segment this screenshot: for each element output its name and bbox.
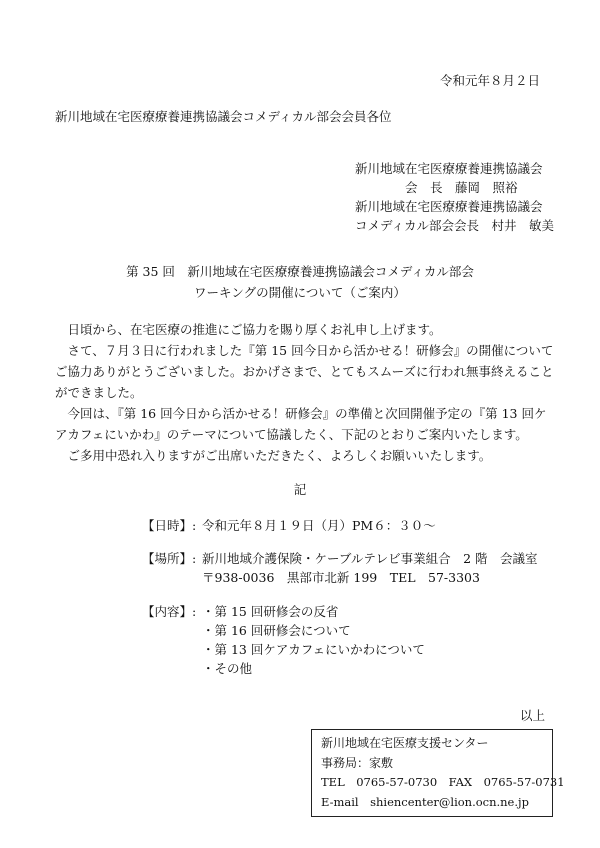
body-paragraph-purpose: 今回は、『第 16 回今日から活かせる！研修会』の準備と次回開催予定の『第 13 回ケアカフェにいかわ』のテーマについて協議したく、下記のとおりご案内いたします。 — [55, 406, 547, 442]
content-item: ・第 13 回ケアカフェにいかわについて — [202, 642, 425, 657]
sender-org-line: 新川地域在宅医療療養連携協議会 — [355, 161, 543, 176]
place-line-1: 新川地域介護保険・ケーブルテレビ事業組合 2 階 会議室 — [202, 551, 538, 566]
contact-office: 事務局：家敷 — [321, 756, 394, 770]
body-paragraph-greeting: 日頃から、在宅医療の推進にご協力を賜り厚くお礼申し上げます。 — [67, 322, 442, 337]
sender-org-line-2: 新川地域在宅医療療養連携協議会 — [355, 199, 543, 214]
contact-box — [311, 729, 565, 817]
contact-phone-fax: TEL 0765-57-0730 FAX 0765-57-0731 — [321, 775, 565, 789]
content-item: ・その他 — [202, 661, 253, 676]
contact-org: 新川地域在宅医療支援センター — [321, 736, 489, 750]
content-label: 【内容】: — [142, 604, 197, 619]
ki-heading: 記 — [293, 482, 307, 497]
datetime-value: 令和元年８月１９日（月）PM６：３０～ — [202, 518, 436, 533]
document-title-line-1: 第 35 回 新川地域在宅医療療養連携協議会コメディカル部会 — [126, 264, 474, 279]
closing-ijo: 以上 — [519, 708, 545, 723]
content-item: ・第 15 回研修会の反省 — [202, 604, 339, 619]
datetime-label: 【日時】: — [142, 518, 197, 533]
content-item: ・第 16 回研修会について — [202, 623, 351, 638]
place-label: 【場所】: — [142, 551, 197, 566]
contact-email: E-mail shiencenter@lion.ocn.ne.jp — [321, 795, 529, 809]
document-title-line-2: ワーキングの開催について（ご案内） — [194, 285, 406, 300]
body-paragraph-thanks: さて、７月３日に行われました『第 15 回今日から活かせる！研修会』の開催についてご協力ありがとうございました。おかげさまで、とてもスムーズに行われ無事終えることができました。 — [55, 343, 554, 400]
document-date: 令和元年８月２日 — [439, 73, 540, 88]
body-paragraph-request: ご多用中恐れ入りますがご出席いただきたく、よろしくお願いいたします。 — [67, 448, 492, 463]
sender-comedical-chair-line: コメディカル部会会長 村井 敏美 — [355, 218, 555, 233]
place-line-2: 〒938-0036 黒部市北新 199 TEL 57-3303 — [202, 570, 480, 585]
addressee: 新川地域在宅医療療養連携協議会コメディカル部会会員各位 — [55, 109, 392, 124]
sender-chair-line: 会 長 藤岡 照裕 — [355, 180, 518, 195]
